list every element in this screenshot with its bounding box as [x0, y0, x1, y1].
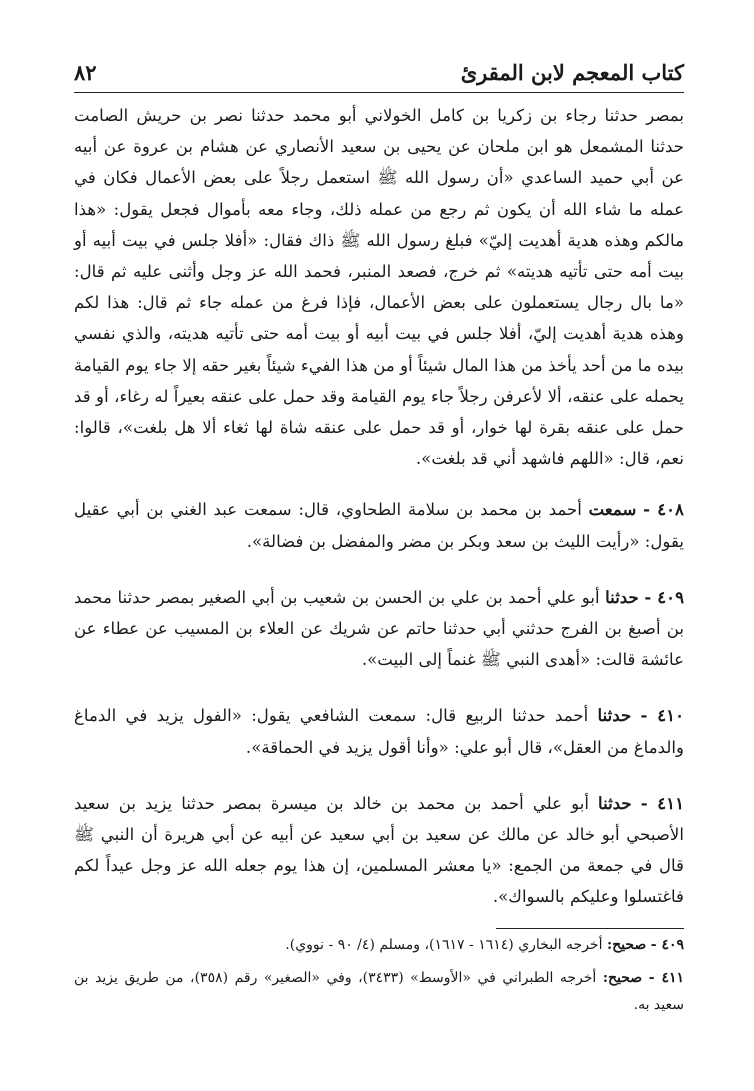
entry-lead-word: حدثنا — [597, 705, 632, 726]
entry-lead-word: حدثنا — [598, 792, 632, 813]
page-header — [74, 52, 684, 92]
entry-lead-word: حدثنا — [605, 586, 639, 607]
footnote-text: أخرجه البخاري (١٦١٤ - ١٦١٧)، ومسلم (٤/ ٩٠ - نووي). — [285, 937, 603, 953]
entry-text: أبو علي أحمد بن علي بن الحسن بن شعيب بن أبي الصغير بمصر حدثنا محمد بن أصبغ بن الفرج حدثني أبي حدثنا حاتم عن شريك عن العلاء بن المسيب عن عطاء عن عائشة قالت: «أهدى النبي ﷺ غنماً إلى البيت». — [74, 587, 684, 670]
footnote-divider — [496, 928, 684, 929]
entry-411 — [74, 788, 684, 913]
entry-number: ٤٠٨ - — [643, 499, 684, 520]
entry-lead-word: سمعت — [588, 499, 637, 520]
entry-408 — [74, 494, 684, 556]
continued-hadith-paragraph: بمصر حدثنا رجاء بن زكريا بن كامل الخولاني أبو محمد حدثنا نصر بن حريش الصامت حدثنا المشمعل هو ابن ملحان عن يحيى بن سعيد الأنصاري عن هشام بن عروة عن أبيه عن أبي حميد الساعدي «أن رسول الله ﷺ استعمل رجلاً على بعض الأعمال فكان في عمله ما شاء الله أن يكون ثم رجع من عمله ذلك، وجاء معه بأموال فجعل يقول: «هذا مالكم وهذه هدية أهديت إليّ» فبلغ رسول الله ﷺ ذاك فقال: «أفلا جلس في بيت أبيه أو بيت أمه حتى تأتيه هديته» ثم خرج، فصعد المنبر، فحمد الله عز وجل وأثنى عليه ثم قال: «ما بال رجال يستعملون على بعض الأعمال، فإذا فرغ من عمله جاء ثم قال: هذا لكم وهذه هدية أهديت إليّ، أفلا جلس في بيت أبيه أو بيت أمه حتى تأتيه هديته، والذي نفسي بيده ما من أحد يأخذ من هذا المال شيئاً أو من هذا الفيء شيئاً بغير حقه إلا جاء يوم القيامة يحمله على عنقه، ألا لأعرفن رجلاً جاء يوم القيامة وقد حمل على عنقه بعيراً له رغاء، أو قد حمل على عنقه بقرة لها خوار، أو قد حمل على عنقه شاة لها ثغاء ألا هل بلغت»، قالوا: نعم، قال: «اللهم فاشهد أني قد بلغت». — [74, 106, 684, 469]
entry-text: أحمد بن محمد بن سلامة الطحاوي، قال: سمعت عبد الغني بن أبي عقيل يقول: «رأيت الليث بن سعد وبكر بن مضر والمفضل بن فضالة». — [74, 500, 684, 551]
entry-text: أبو علي أحمد بن محمد بن خالد بن ميسرة بمصر حدثنا يزيد بن سعيد الأصبحي أبو خالد عن مالك عن سعيد بن أبي سعيد عن أبيه عن أبي هريرة أن النبي ﷺ قال في جمعة من الجمع: «يا معشر المسلمين، إن هذا يوم جعله الله عز وجل عيداً لكم فاغتسلوا وعليكم بالسواك». — [74, 793, 684, 907]
footnote-label: صحيح: — [602, 970, 643, 986]
entry-410 — [74, 700, 684, 762]
entry-number: ٤٠٩ - — [644, 586, 685, 607]
footnote-label: صحيح: — [606, 937, 647, 953]
entry-text: أحمد حدثنا الربيع قال: سمعت الشافعي يقول: «الفول يزيد في الدماغ والدماغ من العقل»، قال أبو علي: «وأنا أقول يزيد في الحماقة». — [74, 706, 684, 757]
footnote-number: ٤١١ - — [648, 970, 685, 986]
footnote-text: أخرجه الطبراني في «الأوسط» (٣٤٣٣)، وفي «الصغير» رقم (٣٥٨)، من طريق يزيد بن سعيد به. — [74, 970, 684, 1013]
entry-409 — [74, 582, 684, 676]
entry-number: ٤١٠ - — [640, 705, 684, 726]
page-number: ٨٢ — [74, 59, 97, 85]
header-divider — [74, 92, 684, 93]
main-text — [74, 100, 684, 913]
footnote-411 — [74, 965, 684, 1019]
entry-number: ٤١١ - — [640, 792, 685, 813]
footnote-number: ٤٠٩ - — [650, 937, 684, 953]
book-title: كتاب المعجم لابن المقرئ — [460, 59, 684, 85]
footnote-409 — [74, 932, 684, 959]
footnotes — [74, 932, 684, 1019]
